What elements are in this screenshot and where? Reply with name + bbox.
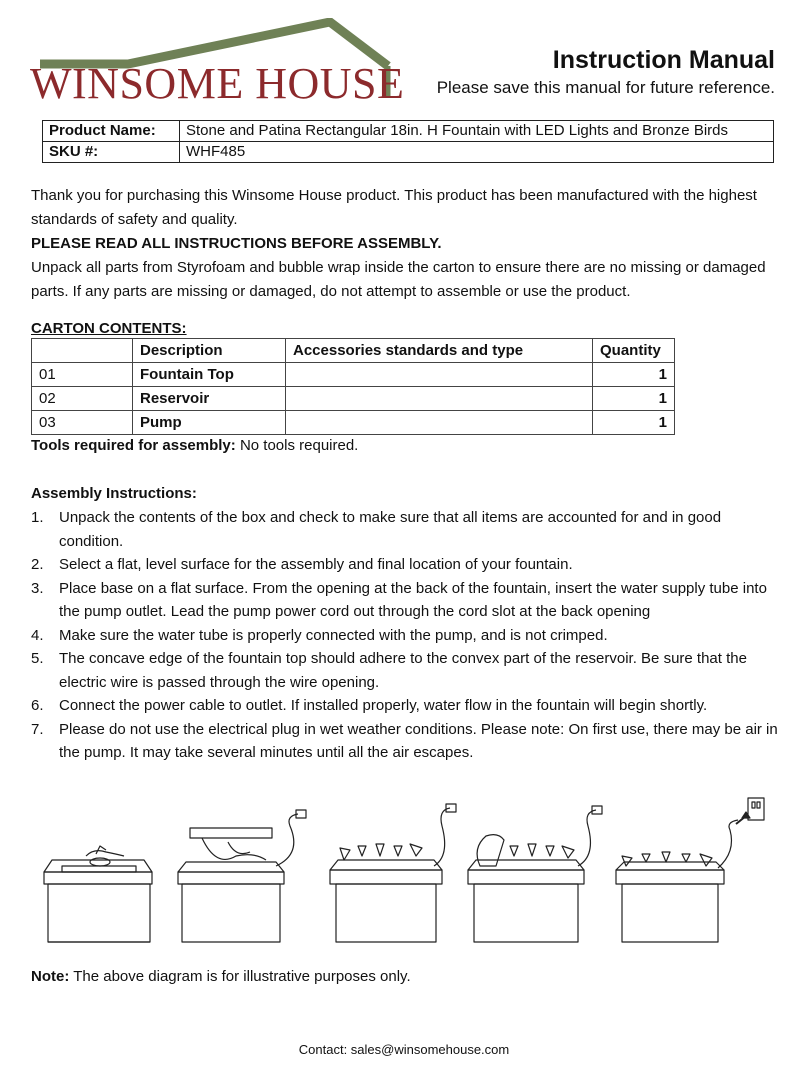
step-text: The concave edge of the fountain top should adhere to the convex part of the reservoir. Be sure that the [59, 650, 747, 667]
col-header: Description [133, 339, 286, 363]
assembly-diagram [40, 796, 780, 948]
carton-table [31, 338, 675, 435]
table-row [43, 142, 774, 163]
item-description: Reservoir [133, 387, 286, 411]
step-text: Please do not use the electrical plug in wet weather conditions. Please note: On first use, there may be air in [59, 720, 778, 738]
step-number: 1. [31, 509, 44, 526]
contact-footer: Contact: sales@winsomehouse.com [298, 1042, 510, 1057]
tools-line [31, 434, 783, 458]
brand-logo [30, 18, 405, 108]
item-number: 01 [32, 363, 133, 387]
assembly-heading: Assembly Instructions: [31, 485, 197, 502]
warning-text: PLEASE READ ALL INSTRUCTIONS BEFORE ASSEMBLY. [31, 235, 442, 252]
step-3-illustration [330, 804, 456, 942]
list-item [31, 506, 783, 553]
item-description: Pump [133, 411, 286, 435]
col-header [32, 339, 133, 363]
table-row [32, 363, 675, 387]
product-name-value: Stone and Patina Rectangular 18in. H Fountain with LED Lights and Bronze Birds [180, 121, 774, 142]
note-label: Note: [31, 968, 70, 985]
step-number: 7. [31, 720, 44, 738]
tools-label: Tools required for assembly: [31, 437, 236, 454]
step-number: 6. [31, 697, 44, 714]
step-4-illustration [468, 806, 602, 942]
product-table [42, 120, 774, 163]
step-text: Make sure the water tube is properly connected with the pump, and is not crimped. [59, 626, 608, 644]
step-text: Unpack the contents of the box and check to make sure that all items are accounted for and in good [59, 509, 722, 526]
note-text: The above diagram is for illustrative purposes only. [69, 968, 411, 985]
table-row [32, 387, 675, 411]
item-accessories [286, 363, 593, 387]
step-text: electric wire is passed through the wire opening. [59, 673, 380, 691]
item-quantity: 1 [593, 363, 675, 387]
col-header: Quantity [593, 339, 675, 363]
step-2-illustration [178, 810, 306, 942]
brand-name: WINSOME HOUSE [30, 59, 405, 108]
list-item [31, 624, 783, 648]
intro-line: Thank you for purchasing this Winsome House product. This product has been manufactured with the highest [31, 187, 757, 204]
product-name-label: Product Name: [43, 121, 180, 142]
carton-heading: CARTON CONTENTS: [31, 320, 187, 337]
step-number: 5. [31, 650, 44, 667]
table-header-row [32, 339, 675, 363]
intro-paragraph [31, 184, 783, 304]
step-text: Select a flat, level surface for the assembly and final location of your fountain. [59, 556, 573, 573]
step-1-illustration [44, 846, 152, 942]
table-row [43, 121, 774, 142]
col-header: Accessories standards and type [286, 339, 593, 363]
sku-value: WHF485 [180, 142, 774, 163]
list-item [31, 577, 783, 624]
sku-label: SKU #: [43, 142, 180, 163]
step-number: 3. [31, 579, 44, 597]
step-number: 4. [31, 626, 44, 644]
tools-value: No tools required. [235, 437, 359, 454]
unpack-line: parts. If any parts are missing or damaged, do not attempt to assemble or use the product. [31, 283, 631, 300]
diagram-note [31, 968, 411, 985]
item-accessories [286, 411, 593, 435]
item-description: Fountain Top [133, 363, 286, 387]
item-quantity: 1 [593, 387, 675, 411]
step-number: 2. [31, 556, 44, 573]
step-text: Connect the power cable to outlet. If installed properly, water flow in the fountain will begin shortly. [59, 697, 708, 714]
unpack-line: Unpack all parts from Styrofoam and bubble wrap inside the carton to ensure there are no missing or damaged [31, 259, 766, 276]
step-text: Place base on a flat surface. From the opening at the back of the fountain, insert the water supply tube into [59, 579, 767, 597]
table-row [32, 411, 675, 435]
list-item [31, 694, 783, 718]
list-item [31, 553, 783, 577]
step-5-illustration [616, 798, 764, 942]
item-number: 02 [32, 387, 133, 411]
item-quantity: 1 [593, 411, 675, 435]
page-title: Instruction Manual [552, 46, 775, 74]
list-item [31, 718, 783, 765]
step-text: condition. [59, 532, 124, 550]
assembly-steps [31, 506, 783, 765]
item-accessories [286, 387, 593, 411]
item-number: 03 [32, 411, 133, 435]
intro-line: standards of safety and quality. [31, 211, 238, 228]
page-subtitle: Please save this manual for future reference. [436, 78, 775, 97]
step-text: the pump. It may take several minutes until all the air escapes. [59, 744, 474, 761]
step-text: the pump outlet. Lead the pump power cord out through the cord slot at the back opening [59, 603, 651, 620]
list-item [31, 647, 783, 694]
